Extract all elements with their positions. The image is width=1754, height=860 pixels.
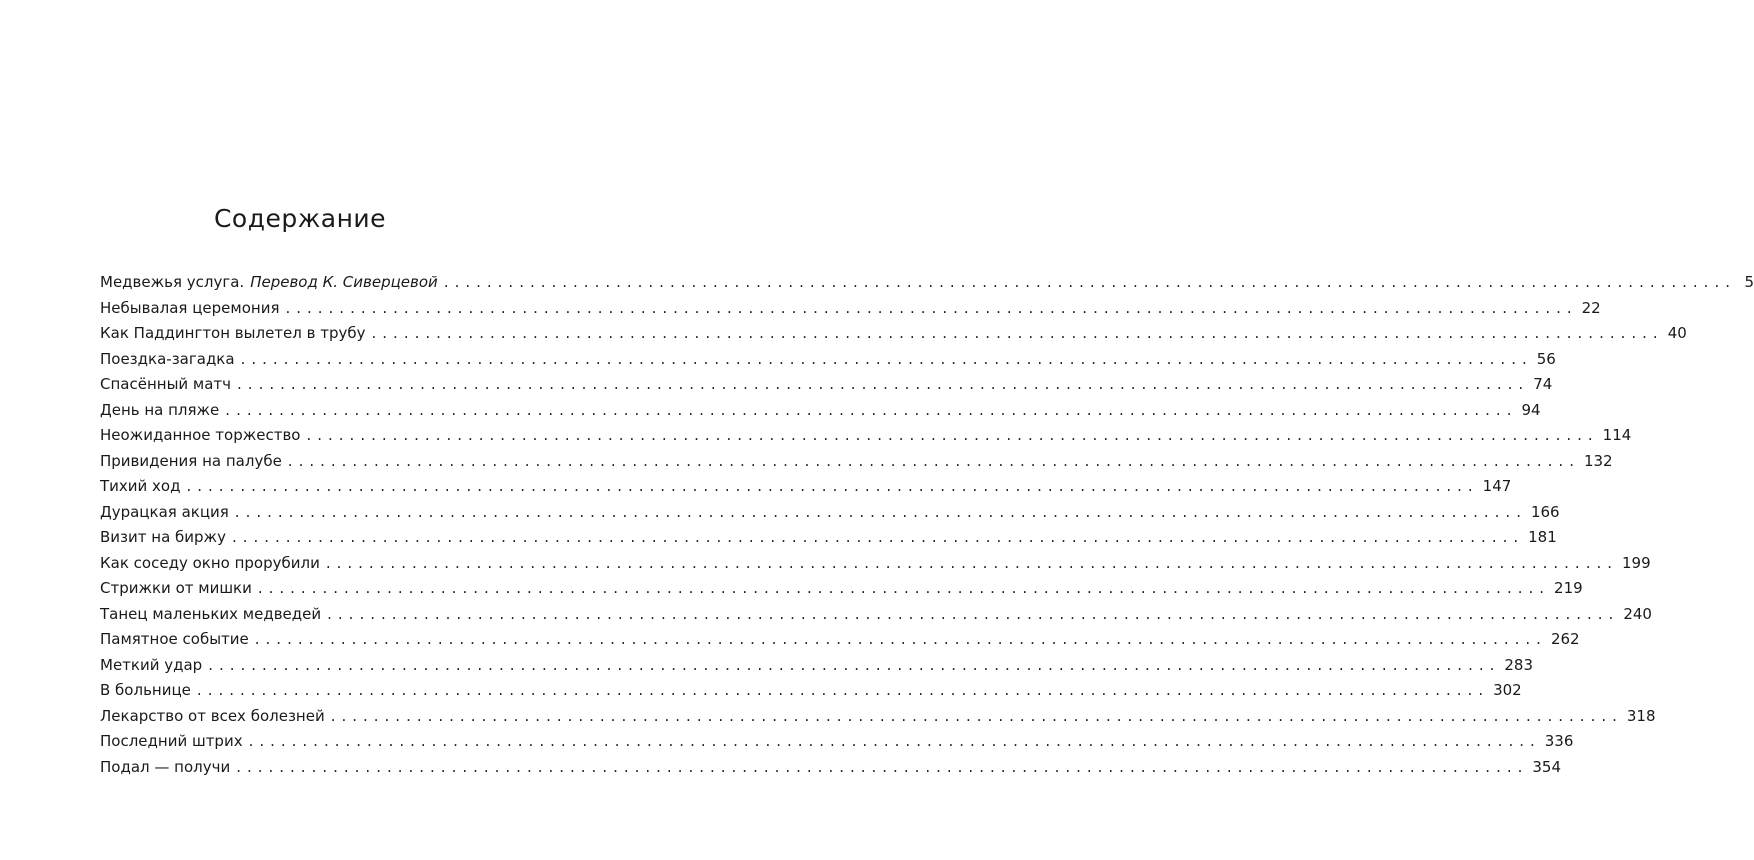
toc-entry-title: Как Паддингтон вылетел в трубу xyxy=(100,324,366,342)
toc-page-number: 74 xyxy=(1533,375,1553,393)
toc-entry-title: Дурацкая акция xyxy=(100,502,229,521)
toc-entry[interactable] xyxy=(100,602,1652,628)
toc-page-number: 240 xyxy=(1623,604,1652,623)
dot-leader: ........................................................................................................................ xyxy=(285,298,1578,317)
dot-leader: ........................................................................................................................ xyxy=(325,553,1618,572)
toc-page-number: 166 xyxy=(1530,502,1560,521)
toc-entry[interactable] xyxy=(100,270,1754,296)
toc-entry[interactable] xyxy=(100,474,1512,500)
dot-leader: ........................................................................................................................ xyxy=(327,604,1620,623)
toc-page-number: 94 xyxy=(1521,400,1541,419)
toc-page-number: 354 xyxy=(1532,757,1562,776)
toc-page-number: 132 xyxy=(1583,451,1613,470)
page-title: Содержание xyxy=(213,204,387,233)
dot-leader: ........................................................................................................................ xyxy=(371,324,1664,342)
toc-entry[interactable] xyxy=(100,678,1522,704)
toc-entry-translator: Перевод К. Сиверцевой xyxy=(250,273,438,291)
toc-entry[interactable] xyxy=(100,321,1687,347)
toc-entry-title: Спасённый матч xyxy=(100,375,232,393)
toc-entry[interactable] xyxy=(100,347,1556,373)
dot-leader: ........................................................................................................................ xyxy=(237,375,1530,393)
toc-entry-title: Визит на биржу xyxy=(100,528,226,546)
dot-leader: ........................................................................................................................ xyxy=(234,502,1527,521)
toc-page-number: 181 xyxy=(1528,528,1557,546)
toc-page-number: 336 xyxy=(1544,732,1574,750)
toc-entry[interactable] xyxy=(100,704,1656,730)
dot-leader: ........................................................................................................................ xyxy=(306,426,1599,444)
toc-page-number: 22 xyxy=(1581,298,1601,317)
toc-entry-title: Как соседу окно прорубили xyxy=(100,553,320,572)
toc-entry[interactable] xyxy=(100,296,1601,322)
toc-entry-title: Тихий ход xyxy=(100,477,181,495)
dot-leader: ........................................................................................................................ xyxy=(186,477,1479,495)
toc-page-number: 114 xyxy=(1602,426,1632,444)
dot-leader: ........................................................................................................................ xyxy=(196,681,1490,699)
dot-leader: ........................................................................................................................ xyxy=(225,400,1518,419)
toc-entry[interactable] xyxy=(100,551,1651,577)
dot-leader: ........................................................................................................................ xyxy=(208,655,1501,674)
toc-entry-title: День на пляже xyxy=(100,400,220,419)
toc-entry-title: Поездка-загадка xyxy=(100,349,235,368)
toc-entry-title: Меткий удар xyxy=(100,655,203,674)
toc-page-number: 199 xyxy=(1622,553,1651,572)
toc-entry[interactable] xyxy=(100,372,1553,398)
toc-entry[interactable] xyxy=(100,576,1583,602)
toc-page-number: 5 xyxy=(1744,273,1754,291)
toc-entry-title: Небывалая церемония xyxy=(100,298,280,317)
toc-entry[interactable] xyxy=(100,398,1541,424)
toc-entry[interactable] xyxy=(100,525,1557,551)
toc-entry-title: Подал — получи xyxy=(100,757,231,776)
toc-entry-title: Лекарство от всех болезней xyxy=(100,706,325,725)
toc-entry-title: Танец маленьких медведей xyxy=(100,604,322,623)
toc-entry-title: В больнице xyxy=(100,681,191,699)
toc-entry[interactable] xyxy=(100,423,1632,449)
toc-page-number: 219 xyxy=(1554,579,1583,597)
toc-page-number: 262 xyxy=(1550,630,1580,648)
dot-leader: ........................................................................................................................ xyxy=(443,273,1736,291)
toc-page-number: 56 xyxy=(1536,349,1556,368)
toc-entry[interactable] xyxy=(100,729,1574,755)
toc-entry[interactable] xyxy=(100,627,1580,653)
toc-entry-title: Медвежья услуга. xyxy=(100,273,245,291)
dot-leader: ........................................................................................................................ xyxy=(236,757,1529,776)
dot-leader: ........................................................................................................................ xyxy=(287,451,1580,470)
toc-entry-title: Последний штрих xyxy=(100,732,243,750)
toc-entry-title: Стрижки от мишки xyxy=(100,579,252,597)
toc-page-number: 147 xyxy=(1482,477,1512,495)
toc-page-number: 318 xyxy=(1626,706,1656,725)
toc-page-number: 40 xyxy=(1667,324,1687,342)
dot-leader: ........................................................................................................................ xyxy=(254,630,1547,648)
toc-entry[interactable] xyxy=(100,500,1560,526)
toc-entry-title: Неожиданное торжество xyxy=(100,426,301,444)
dot-leader: ........................................................................................................................ xyxy=(240,349,1533,368)
toc-page-number: 283 xyxy=(1504,655,1534,674)
toc-entry-title: Памятное событие xyxy=(100,630,249,648)
dot-leader: ........................................................................................................................ xyxy=(248,732,1541,750)
toc-entry[interactable] xyxy=(100,449,1613,475)
dot-leader: ........................................................................................................................ xyxy=(330,706,1623,725)
toc-entry[interactable] xyxy=(100,755,1562,781)
table-of-contents xyxy=(100,270,1754,780)
toc-entry-title: Привидения на палубе xyxy=(100,451,282,470)
toc-entry[interactable] xyxy=(100,653,1534,679)
toc-page-number: 302 xyxy=(1493,681,1522,699)
dot-leader: ........................................................................................................................ xyxy=(257,579,1551,597)
dot-leader: ........................................................................................................................ xyxy=(231,528,1525,546)
